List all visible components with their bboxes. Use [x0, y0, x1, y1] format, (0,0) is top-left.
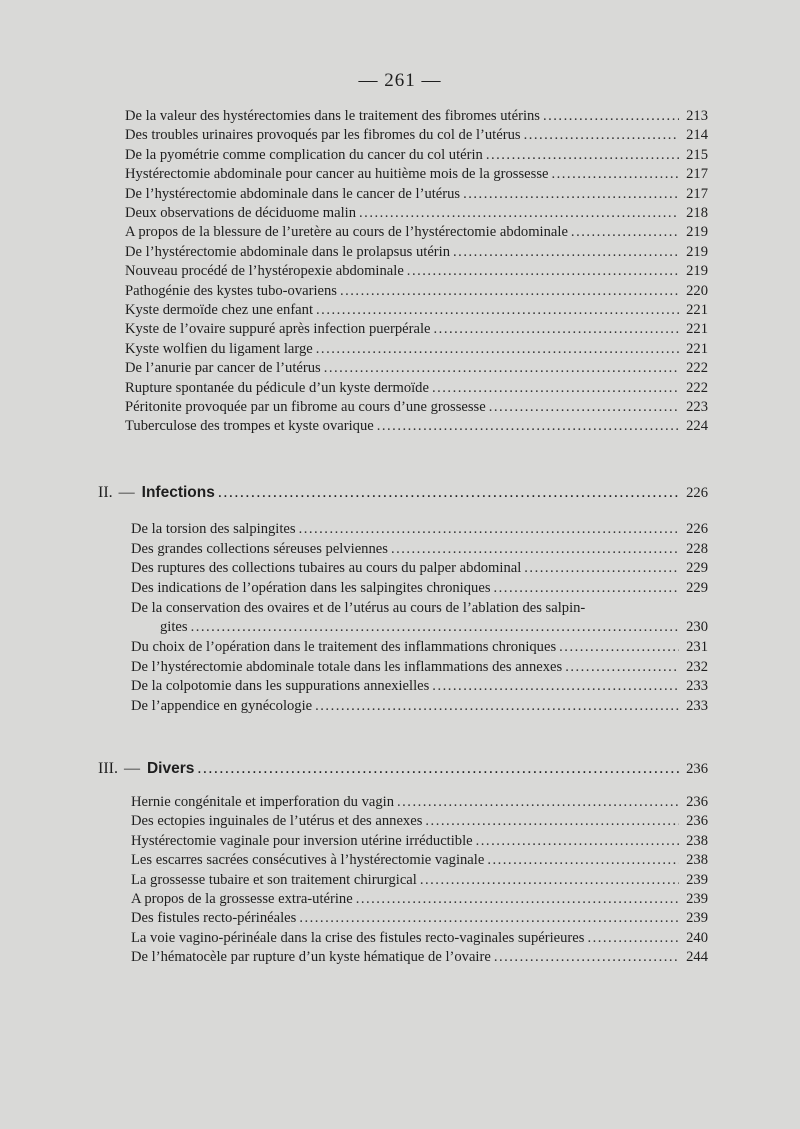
toc-entry-page: 238 [686, 852, 708, 869]
leader-dots [407, 262, 679, 281]
toc-entry-title: Hystérectomie abdominale pour cancer au huitième mois de la grossesse [125, 166, 549, 183]
toc-entry-title: Kyste de l’ovaire suppuré après infection puerpérale [125, 321, 431, 338]
leader-dots [489, 398, 679, 417]
toc-entry [131, 793, 708, 812]
leader-dots [432, 677, 679, 696]
toc-entry-page: 217 [686, 185, 708, 202]
toc-entry [131, 540, 708, 559]
toc-entry [125, 126, 708, 145]
toc-entry-title: De la pyométrie comme complication du cancer du col utérin [125, 146, 483, 163]
toc-entry-page: 219 [686, 224, 708, 241]
toc-entry-title: De l’hystérectomie abdominale dans le prolapsus utérin [125, 243, 451, 260]
toc-entry [125, 107, 708, 126]
toc-entry-title: Des fistules recto-périnéales [131, 910, 297, 927]
toc-entry-page: 230 [686, 619, 708, 635]
toc-entry-title: La grossesse tubaire et son traitement chirurgical [131, 871, 417, 888]
section-heading-divers [98, 759, 708, 779]
toc-entry-title: Pathogénie des kystes tubo-ovariens [125, 282, 337, 299]
leader-dots [359, 204, 679, 223]
toc-entry-page: 223 [686, 399, 708, 415]
leader-dots [299, 909, 679, 928]
toc-entry [125, 379, 708, 398]
toc-entry-page: 236 [686, 794, 708, 810]
toc-entry-page: 239 [686, 910, 708, 927]
toc-entry-title: Des ruptures des collections tubaires au cours du palper abdominal [131, 560, 522, 576]
section-label: Infections [141, 484, 215, 501]
toc-entry-page: 238 [686, 832, 708, 849]
leader-dots [340, 282, 679, 301]
leader-dots [524, 559, 679, 578]
leader-dots [315, 697, 679, 716]
leader-dots [356, 890, 679, 909]
toc-entry-page: 229 [686, 560, 708, 576]
leader-dots [324, 359, 679, 378]
toc-entry-title: Du choix de l’opération dans le traitement des inflammations chroniques [131, 639, 557, 655]
leader-dots [463, 185, 679, 204]
toc-entry [125, 340, 708, 359]
section-page: 226 [686, 485, 708, 501]
toc-entry-title: De la valeur des hystérectomies dans le traitement des fibromes utérins [125, 108, 540, 124]
toc-entry [125, 223, 708, 242]
leader-dots [316, 301, 679, 320]
leader-dots [494, 948, 679, 967]
toc-entry-title: Les escarres sacrées consécutives à l’hystérectomie vaginale [131, 852, 485, 869]
toc-entry-page: 240 [686, 929, 708, 946]
toc-entry-title: De la colpotomie dans les suppurations annexielles [131, 678, 430, 694]
toc-entry [125, 301, 708, 320]
toc-entry-title-line2: gites [160, 619, 188, 635]
toc-entry-title: De l’hystérectomie abdominale dans le cancer de l’utérus [125, 185, 461, 202]
toc-entry-title: Deux observations de déciduome malin [125, 205, 357, 221]
toc-entry-page: 226 [686, 521, 708, 537]
leader-dots [476, 832, 679, 851]
toc-entry [125, 204, 708, 223]
toc-entry [131, 658, 708, 677]
toc-entry-title: Péritonite provoquée par un fibrome au cours d’une grossesse [125, 399, 486, 415]
leader-dots [197, 759, 679, 779]
toc-entry-page: 222 [686, 379, 708, 396]
toc-entry-page: 221 [686, 340, 708, 357]
leader-dots [420, 871, 679, 890]
toc-entry [131, 929, 708, 948]
toc-entry-page: 239 [686, 871, 708, 888]
leader-dots [453, 243, 679, 262]
leader-dots [391, 540, 679, 559]
toc-entry [125, 398, 708, 417]
toc-entry [125, 146, 708, 165]
toc-entry-title: De l’appendice en gynécologie [131, 697, 313, 714]
leader-dots [191, 618, 679, 637]
leader-dots [551, 165, 679, 184]
toc-entry [131, 559, 708, 578]
toc-entry [131, 677, 708, 696]
toc-entry-title-line1: De la conservation des ovaires et de l’utérus au cours de l’ablation des salpin- [131, 600, 586, 616]
toc-entry-page: 218 [686, 205, 708, 221]
toc-entry-title: Des grandes collections séreuses pelviennes [131, 540, 388, 557]
leader-dots [316, 340, 679, 359]
leader-dots [299, 520, 679, 539]
toc-entry [125, 185, 708, 204]
section-dash: — [118, 484, 135, 501]
section-roman: III. [98, 760, 118, 777]
toc-entry [131, 697, 708, 716]
toc-entry [131, 520, 708, 539]
toc-entry [131, 909, 708, 928]
toc-entry [131, 579, 708, 598]
toc-entry-page: 232 [686, 658, 708, 675]
toc-entry-title: Des indications de l’opération dans les salpingites chroniques [131, 579, 491, 596]
toc-entry-page: 228 [686, 540, 708, 557]
toc-entry-page: 229 [686, 579, 708, 596]
toc-entry-page: 217 [686, 166, 708, 183]
toc-entry [125, 359, 708, 378]
toc-entry-title: Hernie congénitale et imperforation du vagin [131, 794, 394, 810]
section-roman: II. [98, 484, 113, 501]
section-dash: — [123, 760, 140, 777]
toc-entry [131, 851, 708, 870]
leader-dots [425, 812, 679, 831]
toc-entry-title: Des ectopies inguinales de l’utérus et des annexes [131, 813, 423, 830]
toc-entry-title: Des troubles urinaires provoqués par les fibromes du col de l’utérus [125, 127, 521, 144]
toc-entry-page: 233 [686, 697, 708, 714]
toc-entry-title: Tuberculose des trompes et kyste ovarique [125, 418, 374, 435]
toc-entry-page: 215 [686, 146, 708, 163]
toc-entry-page: 233 [686, 678, 708, 694]
leader-dots [565, 658, 679, 677]
leader-dots [434, 320, 679, 339]
toc-entry-title: De l’hématocèle par rupture d’un kyste hématique de l’ovaire [131, 949, 491, 966]
toc-entry [131, 871, 708, 890]
toc-entry [131, 948, 708, 967]
toc-entry-page: 236 [686, 813, 708, 830]
leader-dots [218, 483, 679, 503]
leader-dots [543, 107, 679, 126]
toc-entry-title: De l’hystérectomie abdominale totale dans les inflammations des annexes [131, 658, 563, 675]
toc-entry-title: Kyste dermoïde chez une enfant [125, 302, 314, 318]
toc-entry-page: 214 [686, 127, 708, 144]
toc-entry [131, 812, 708, 831]
toc-entry-page: 244 [686, 949, 708, 966]
leader-dots [377, 417, 679, 436]
section-page: 236 [686, 761, 708, 777]
toc-entry-title: De la torsion des salpingites [131, 521, 296, 537]
toc-entry-page: 224 [686, 418, 708, 435]
toc-entry [125, 262, 708, 281]
leader-dots [487, 851, 679, 870]
leader-dots [486, 146, 679, 165]
toc-entry [131, 890, 708, 909]
toc-entry-title: La voie vagino-périnéale dans la crise des fistules recto-vaginales supérieures [131, 929, 585, 946]
toc-entry-page: 239 [686, 891, 708, 907]
toc-entry-title: Hystérectomie vaginale pour inversion utérine irréductible [131, 832, 473, 849]
toc-entry [125, 165, 708, 184]
toc-entry-page: 221 [686, 321, 708, 338]
toc-entry-page: 220 [686, 282, 708, 299]
toc-entry-page: 231 [686, 639, 708, 655]
toc-entry-title: Kyste wolfien du ligament large [125, 340, 313, 357]
toc-entry-title: A propos de la grossesse extra-utérine [131, 891, 353, 907]
toc-entry [125, 282, 708, 301]
toc-entry-title: De l’anurie par cancer de l’utérus [125, 360, 321, 377]
toc-entry [131, 638, 708, 657]
toc-entry-page: 222 [686, 360, 708, 377]
section-heading-infections [98, 483, 708, 503]
toc-entry-page: 213 [686, 108, 708, 124]
toc-entry-title: Nouveau procédé de l’hystéropexie abdominale [125, 263, 404, 280]
toc-entry [125, 243, 708, 262]
leader-dots [397, 793, 679, 812]
toc-entry-page: 219 [686, 263, 708, 280]
leader-dots [559, 638, 679, 657]
toc-entry-title: Rupture spontanée du pédicule d’un kyste dermoïde [125, 379, 429, 396]
toc-entry [125, 320, 708, 339]
toc-entry [125, 417, 708, 436]
leader-dots [432, 379, 679, 398]
leader-dots [494, 579, 680, 598]
page-number: — 261 — [358, 70, 442, 91]
toc-entry-title: A propos de la blessure de l’uretère au cours de l’hystérectomie abdominale [125, 224, 568, 241]
toc-entry-page: 219 [686, 243, 708, 260]
toc-entry-page: 221 [686, 302, 708, 318]
leader-dots [587, 929, 679, 948]
leader-dots [571, 223, 679, 242]
toc-entry [131, 832, 708, 851]
section-label: Divers [146, 760, 195, 777]
leader-dots [524, 126, 679, 145]
toc-entry [160, 618, 708, 637]
